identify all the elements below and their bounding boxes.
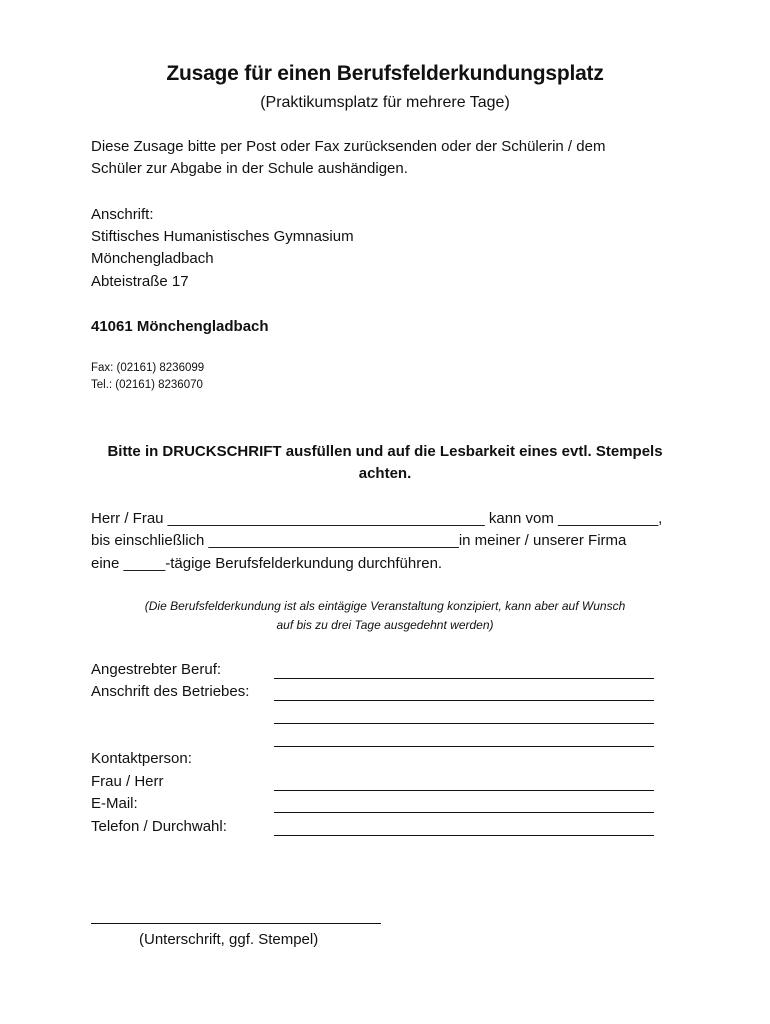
instruction-line-2: achten. xyxy=(358,465,412,482)
address-school: Stiftisches Humanistisches Gymnasium xyxy=(91,228,354,245)
kontakt-label: Kontaktperson: xyxy=(91,750,192,767)
address-street: Abteistraße 17 xyxy=(91,273,189,290)
intro-line-1: Diese Zusage bitte per Post oder Fax zurücksenden oder der Schülerin / dem xyxy=(91,138,606,155)
address-label: Anschrift: xyxy=(91,206,154,223)
telefon-label: Telefon / Durchwahl: xyxy=(91,818,227,835)
email-label: E-Mail: xyxy=(91,795,138,812)
declaration-line-2: bis einschließlich ______________________________in meiner / unserer Firma xyxy=(91,532,627,549)
address-city: Mönchengladbach xyxy=(91,250,214,267)
betrieb-field-3[interactable] xyxy=(274,746,654,747)
beruf-label: Angestrebter Beruf: xyxy=(91,661,222,678)
page-subtitle: (Praktikumsplatz für mehrere Tage) xyxy=(260,94,510,111)
betrieb-label: Anschrift des Betriebes: xyxy=(91,683,250,700)
beruf-field[interactable] xyxy=(274,678,654,679)
signature-line[interactable] xyxy=(91,923,381,924)
email-field[interactable] xyxy=(274,812,654,813)
kontakt-name-field[interactable] xyxy=(274,790,654,791)
betrieb-field-1[interactable] xyxy=(274,700,654,701)
address-postal: 41061 Mönchengladbach xyxy=(91,318,269,335)
intro-line-2: Schüler zur Abgabe in der Schule aushändigen. xyxy=(91,160,408,177)
telefon-field[interactable] xyxy=(274,835,654,836)
tel-number: Tel.: (02161) 8236070 xyxy=(91,379,203,391)
instruction-line-1: Bitte in DRUCKSCHRIFT ausfüllen und auf die Lesbarkeit eines evtl. Stempels xyxy=(107,443,663,460)
betrieb-field-2[interactable] xyxy=(274,723,654,724)
note-line-2: auf bis zu drei Tage ausgedehnt werden) xyxy=(276,618,494,632)
note-line-1: (Die Berufsfelderkundung ist als eintägige Veranstaltung konzipiert, kann aber auf Wunsch xyxy=(144,599,626,613)
page-title: Zusage für einen Berufsfelderkundungsplatz xyxy=(166,62,604,85)
declaration-line-3: eine _____-tägige Berufsfelderkundung durchführen. xyxy=(91,555,443,572)
signature-caption: (Unterschrift, ggf. Stempel) xyxy=(139,931,319,948)
frau-herr-label: Frau / Herr xyxy=(91,773,164,790)
fax-number: Fax: (02161) 8236099 xyxy=(91,362,205,374)
declaration-line-1: Herr / Frau ______________________________________ kann vom ____________, xyxy=(91,510,663,527)
